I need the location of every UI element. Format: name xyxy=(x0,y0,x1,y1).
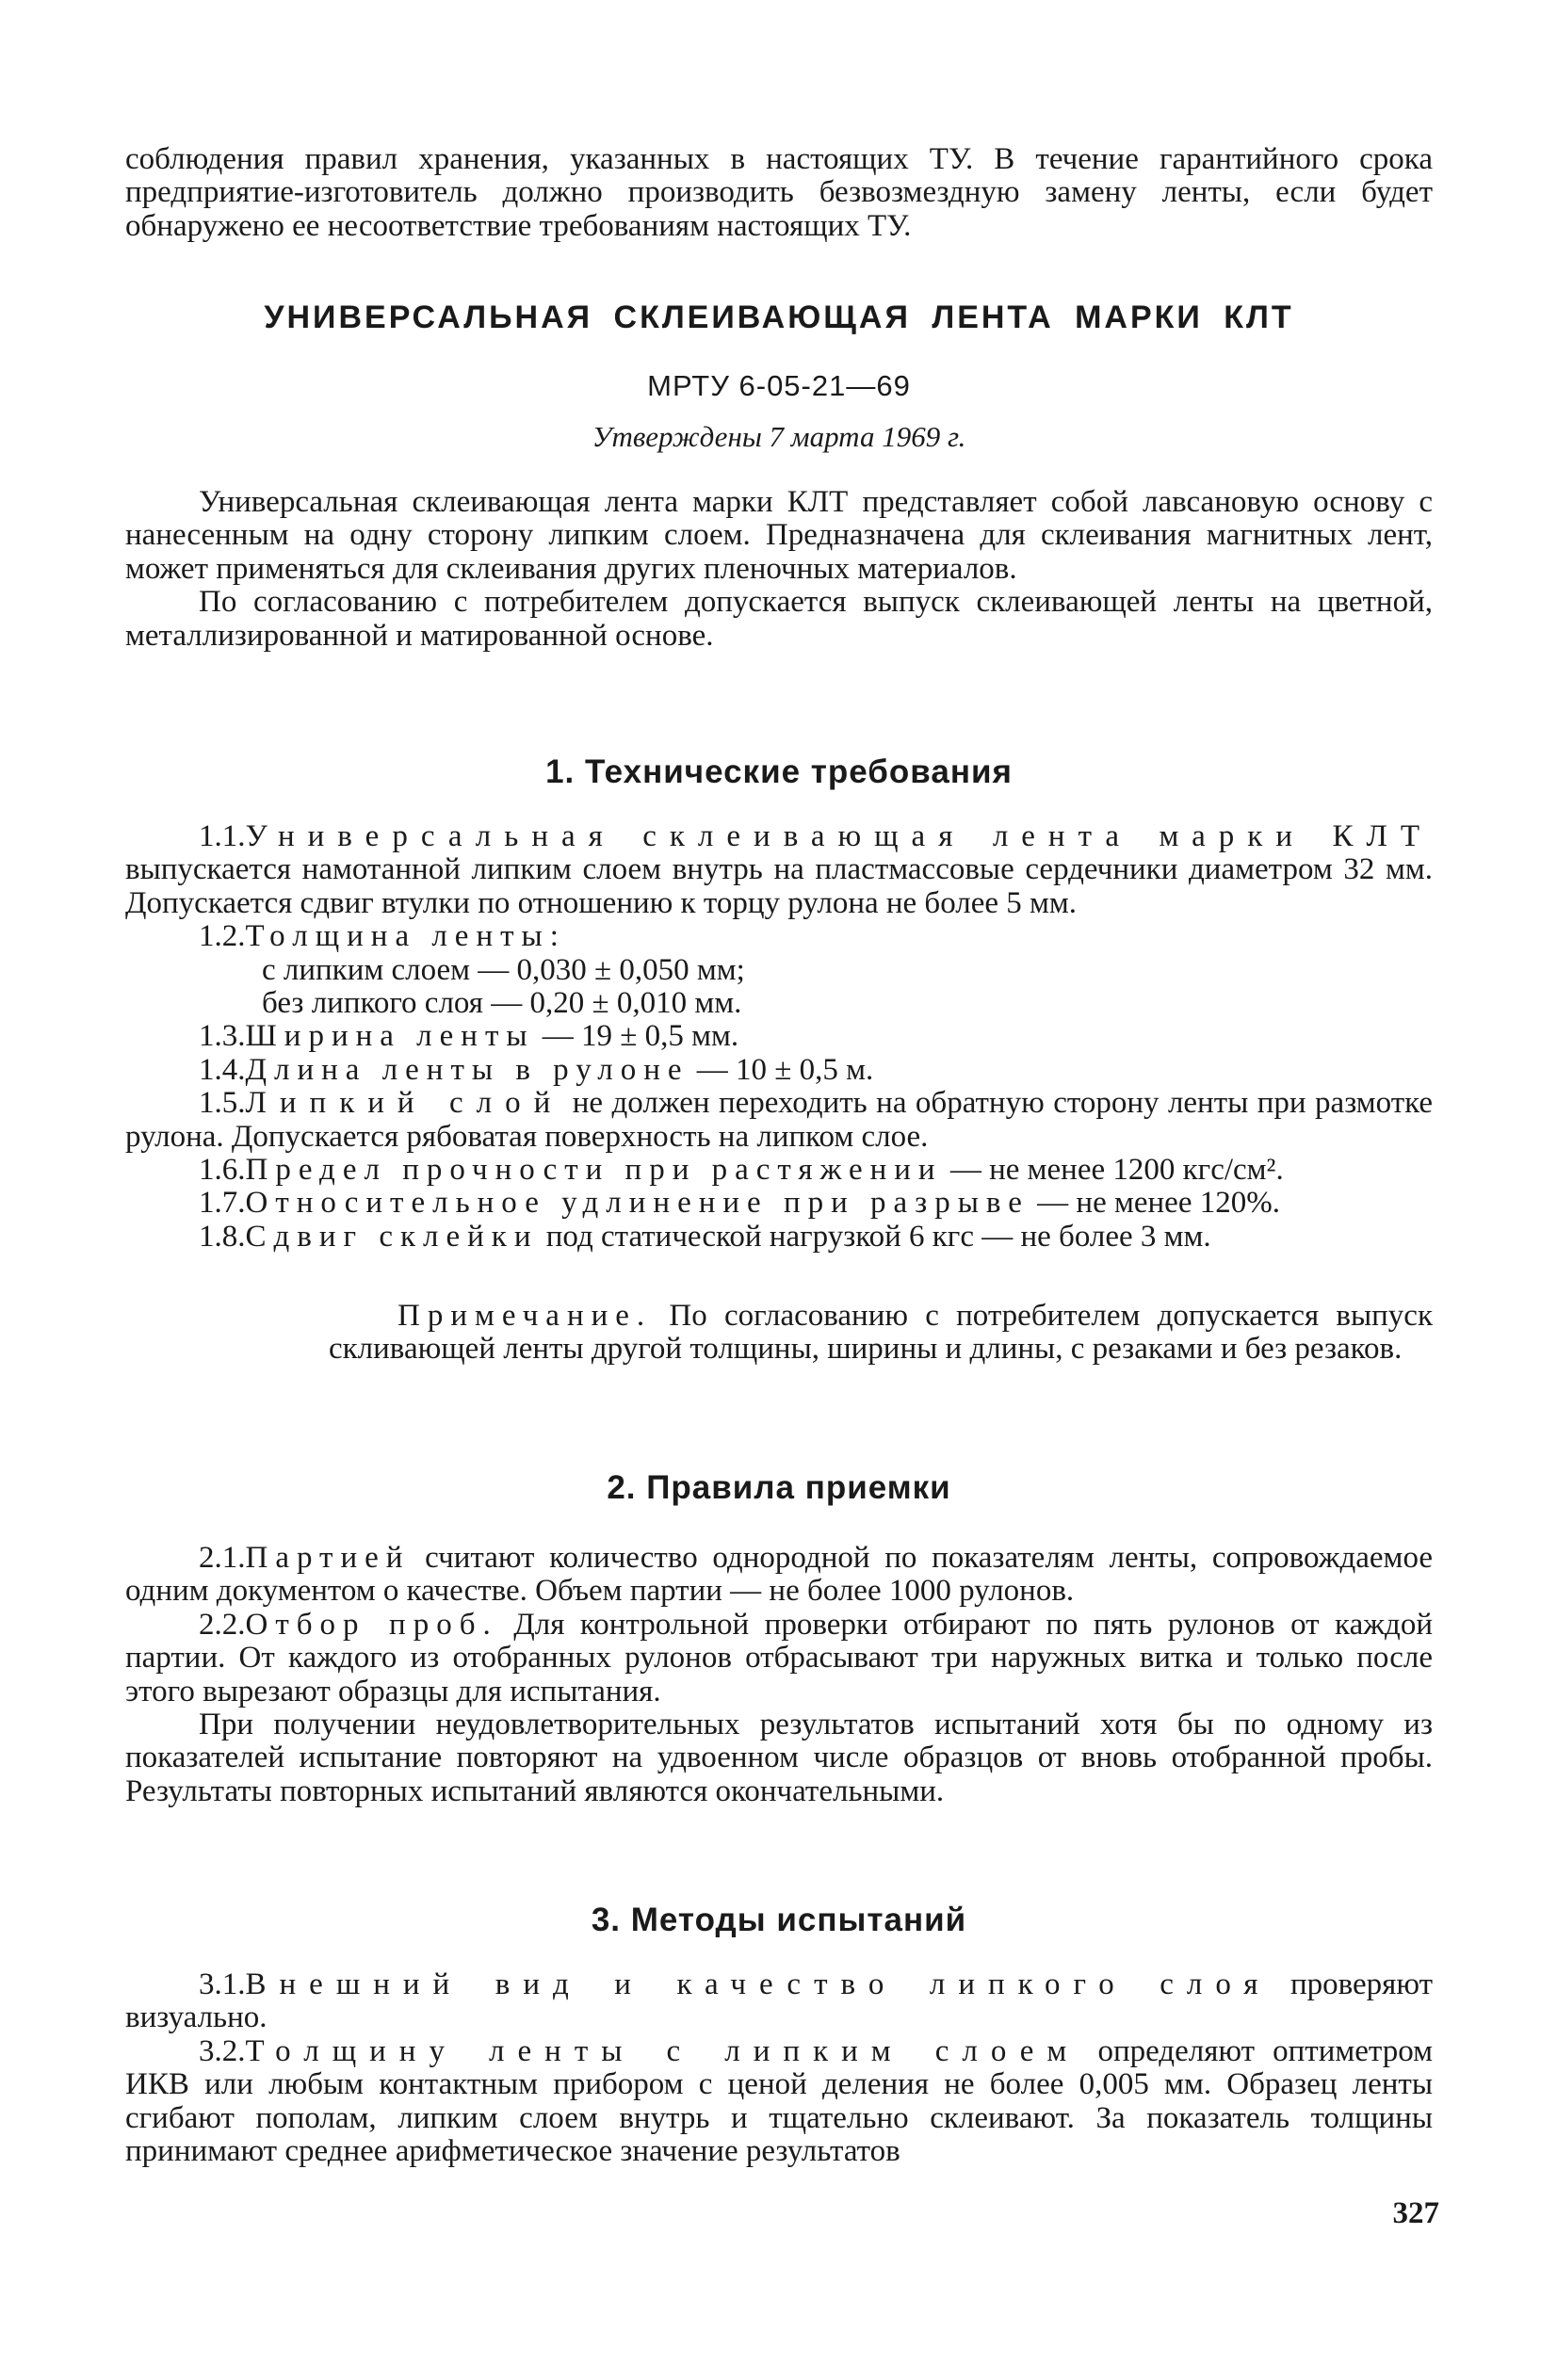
item-spaced-term: Внешний вид и качество липкого слоя xyxy=(245,1967,1272,2001)
item-2-1 xyxy=(125,1542,1433,1609)
item-1-4 xyxy=(125,1054,1433,1087)
retest-paragraph: При получении неудовлетворительных результатов испытаний хотя бы по одному из показателей испытание повторяют на удвоенном числе образцов от вновь отобранной пробы. Результаты повторных испытаний являются окончательными. xyxy=(125,1708,1433,1808)
item-spaced-term: Ширина ленты xyxy=(245,1019,535,1054)
code-block xyxy=(125,369,1433,403)
item-1-1 xyxy=(125,820,1433,920)
item-2-2 xyxy=(125,1609,1433,1708)
item-1-2 xyxy=(125,920,1433,953)
item-text: — не менее 120%. xyxy=(1029,1186,1280,1221)
item-number: 2.2. xyxy=(199,1607,246,1642)
item-1-2-sub: без липкого слоя — 0,20 ± 0,010 мм. xyxy=(262,986,742,1021)
item-1-5 xyxy=(125,1087,1433,1154)
section-heading: 2. Правила приемки xyxy=(607,1469,951,1506)
item-1-2-sub: с липким слоем — 0,030 ± 0,050 мм; xyxy=(262,952,745,987)
item-number: 3.1. xyxy=(199,1967,246,2001)
item-number: 1.4. xyxy=(199,1052,246,1087)
item-text: проверяют визуально. xyxy=(125,1967,1434,2035)
item-number: 1.8. xyxy=(199,1219,246,1254)
item-spaced-term: Относительное удлинение при разрыве xyxy=(245,1186,1030,1221)
item-spaced-term: Длина ленты в рулоне xyxy=(245,1052,689,1087)
section-1-body xyxy=(125,820,1433,1254)
item-text: Для контрольной проверки отбирают по пять рулонов от каждой партии. От каждого из отобранных рулонов отбрасывают три наружных витка и только после этого вырезают образцы для испытания. xyxy=(125,1607,1433,1708)
item-number: 1.3. xyxy=(199,1019,246,1054)
item-spaced-term: Сдвиг склейки xyxy=(245,1219,539,1254)
item-number: 1.5. xyxy=(199,1086,246,1121)
item-1-8 xyxy=(125,1221,1433,1254)
section-2-heading-block xyxy=(125,1469,1433,1507)
item-text: под статической нагрузкой 6 кгс — не более 3 мм. xyxy=(538,1219,1211,1254)
note-label: Примечание. xyxy=(397,1299,653,1333)
approved-block xyxy=(125,420,1433,454)
item-number: 1.2. xyxy=(199,919,246,954)
document-code: МРТУ 6-05-21—69 xyxy=(647,369,911,402)
item-number: 2.1. xyxy=(199,1541,246,1575)
item-spaced-term: Партией xyxy=(245,1541,411,1575)
item-text: — не менее 1200 кгс/см². xyxy=(942,1153,1284,1188)
item-text: считают количество однородной по показателям ленты, сопровождаемое одним документом о качестве. Объем партии — не более 1000 рулонов. xyxy=(125,1541,1433,1609)
section-1-heading-block xyxy=(125,753,1433,791)
section-3-body xyxy=(125,1968,1433,2168)
intro-paragraph: соблюдения правил хранения, указанных в настоящих ТУ. В течение гарантийного срока предприятие-изготовитель должно производить безвозмездную замену ленты, если будет обнаружено ее несоответствие требованиям настоящих ТУ. xyxy=(125,142,1433,243)
document-title: УНИВЕРСАЛЬНАЯ СКЛЕИВАЮЩАЯ ЛЕНТА МАРКИ КЛТ xyxy=(264,300,1294,335)
item-text: не должен переходить на обратную сторону ленты при размотке рулона. Допускается рябоватая поверхность на липком слое. xyxy=(125,1086,1433,1154)
item-number: 1.6. xyxy=(199,1153,246,1188)
intro-block xyxy=(125,143,1433,243)
item-1-3 xyxy=(125,1020,1433,1053)
item-1-7 xyxy=(125,1187,1433,1220)
approval-date: Утверждены 7 марта 1969 г. xyxy=(592,420,966,453)
item-text: выпускается намотанной липким слоем внутрь на пластмассовые сердечники диаметром 32 мм. Допускается сдвиг втулки по отношению к торцу рулона не более 5 мм. xyxy=(125,852,1433,920)
item-3-1 xyxy=(125,1968,1433,2035)
item-number: 1.7. xyxy=(199,1186,246,1221)
section-2-body xyxy=(125,1542,1433,1808)
item-spaced-term: Предел прочности при растяжении xyxy=(245,1153,943,1188)
item-spaced-term: Толщина ленты: xyxy=(245,919,566,954)
description-paragraph: Универсальная склеивающая лента марки КЛТ представляет собой лавсановую основу с нанесенным на одну сторону липким слоем. Предназначена для склеивания магнитных лент, может применяться для склеивания других пленочных материалов. xyxy=(125,485,1433,586)
item-3-2 xyxy=(125,2035,1433,2169)
item-spaced-term: Толщину ленты с липким слоем xyxy=(245,2033,1080,2068)
note-block xyxy=(125,1300,1433,1367)
title-block xyxy=(125,300,1433,336)
note-paragraph xyxy=(329,1300,1433,1367)
item-text: — 19 ± 0,5 мм. xyxy=(534,1019,739,1054)
description-block xyxy=(125,486,1433,653)
item-number: 1.1. xyxy=(199,819,246,853)
section-3-heading-block xyxy=(125,1902,1433,1939)
item-spaced-term: Отбор проб. xyxy=(245,1607,498,1642)
description-paragraph: По согласованию с потребителем допускается выпуск склеивающей ленты на цветной, металлизированной и матированной основе. xyxy=(125,585,1433,653)
item-1-6 xyxy=(125,1154,1433,1187)
note-text: По согласованию с потребителем допускается выпуск скливающей ленты другой толщины, ширины и длины, с резаками и без резаков. xyxy=(329,1299,1433,1367)
page-number: 327 xyxy=(1392,2196,1439,2230)
item-text: определяют оптиметром ИКВ или любым контактным прибором с ценой деления не более 0,005 мм. Образец ленты сгибают пополам, липким слоем внутрь и тщательно склеивают. За показатель толщины принимают среднее арифметическое значение результатов xyxy=(125,2033,1433,2169)
item-spaced-term: Липкий слой xyxy=(245,1086,564,1121)
item-text: — 10 ± 0,5 м. xyxy=(689,1052,874,1087)
item-number: 3.2. xyxy=(199,2033,246,2068)
section-heading: 1. Технические требования xyxy=(545,753,1013,790)
item-spaced-term: Универсальная склеивающая лента марки КЛТ xyxy=(245,819,1433,853)
section-heading: 3. Методы испытаний xyxy=(591,1902,967,1938)
